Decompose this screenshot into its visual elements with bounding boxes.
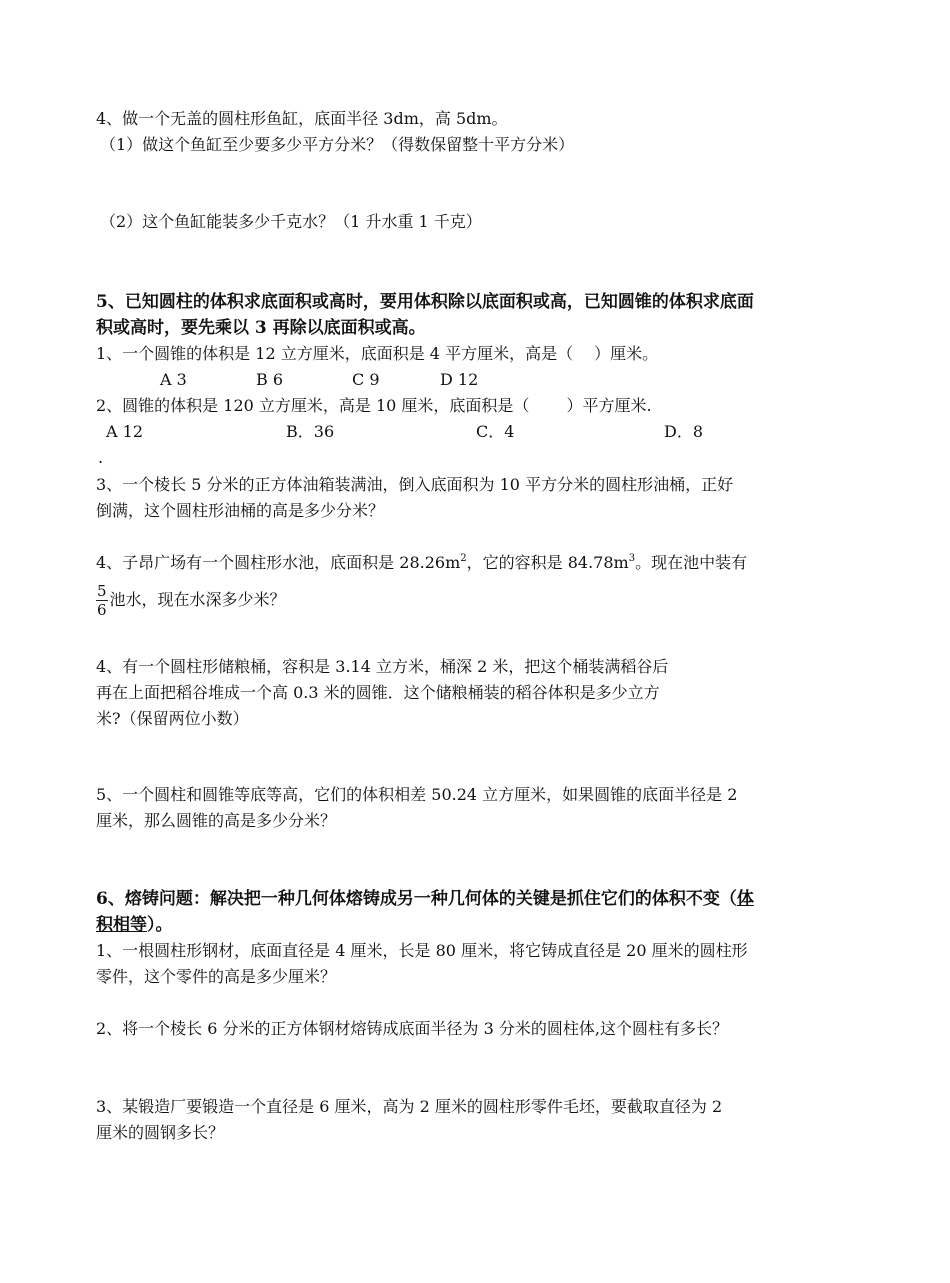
problem-4-part-2: （2）这个鱼缸能装多少千克水？（1 升水重 1 千克） bbox=[100, 212, 482, 231]
question-5-line-1: 5、一个圆柱和圆锥等底等高，它们的体积相差 50.24 立方厘米，如果圆锥的底面半径是 2 bbox=[96, 785, 738, 804]
question-1: 1、一个圆锥的体积是 12 立方厘米，底面积是 4 平方厘米，高是（ ）厘米。 bbox=[96, 344, 659, 363]
question-2-option-c: C．4 bbox=[476, 422, 515, 441]
question-1-option-d: D 12 bbox=[440, 370, 479, 389]
casting-question-3-line-2: 厘米的圆钢多长？ bbox=[96, 1123, 225, 1142]
question-5-line-2: 厘米，那么圆锥的高是多少分米？ bbox=[96, 811, 337, 830]
section-6-title-end: ）。 bbox=[147, 915, 173, 935]
question-3-line-2: 倒满，这个圆柱形油桶的高是多少分米？ bbox=[96, 501, 385, 520]
question-2-option-d: D．8 bbox=[664, 422, 704, 441]
fraction-denominator: 6 bbox=[97, 601, 107, 619]
section-5-title-line-2: 积或高时，要先乘以 3 再除以底面积或高。 bbox=[96, 318, 426, 338]
squared-superscript: 2 bbox=[460, 553, 467, 564]
casting-question-3-line-1: 3、某锻造厂要锻造一个直径是 6 厘米，高为 2 厘米的圆柱形零件毛坯，要截取直径为 2 bbox=[96, 1097, 723, 1116]
fraction-five-sixths bbox=[96, 582, 108, 619]
question-4b-line-1: 4、有一个圆柱形储粮桶，容积是 3.14 立方米，桶深 2 米，把这个桶装满稻谷后 bbox=[96, 657, 669, 676]
question-1-option-c: C 9 bbox=[352, 370, 380, 389]
question-2: 2、圆锥的体积是 120 立方厘米，高是 10 厘米，底面积是（ ）平方厘米. bbox=[96, 396, 652, 415]
stray-dot: . bbox=[98, 448, 104, 467]
casting-question-1-line-1: 1、一根圆柱形钢材，底面直径是 4 厘米，长是 80 厘米，将它铸成直径是 20 厘米的圆柱形 bbox=[96, 941, 748, 960]
question-4-line-1 bbox=[96, 550, 747, 576]
section-5-title-line-1: 5、已知圆柱的体积求底面积或高时，要用体积除以底面积或高，已知圆锥的体积求底面 bbox=[96, 292, 754, 312]
question-4-text-d: 池水，现在水深多少米？ bbox=[109, 590, 286, 609]
section-6-underlined-a: 体 bbox=[736, 889, 754, 909]
problem-4-fish-tank: 4、做一个无盖的圆柱形鱼缸，底面半径 3dm，高 5dm。 bbox=[96, 109, 508, 128]
casting-question-1-line-2: 零件，这个零件的高是多少厘米？ bbox=[96, 967, 337, 986]
problem-4-part-1: （1）做这个鱼缸至少要多少平方分米？（得数保留整十平方分米） bbox=[100, 135, 575, 154]
question-3-line-1: 3、一个棱长 5 分米的正方体油箱装满油，倒入底面积为 10 平方分米的圆柱形油桶，正好 bbox=[96, 475, 734, 494]
question-4-line-2 bbox=[96, 578, 286, 622]
question-4-text-a: 4、子昂广场有一个圆柱形水池，底面积是 28.26m bbox=[96, 553, 461, 572]
fraction-numerator: 5 bbox=[97, 582, 107, 600]
question-4-text-c: 。现在池中装有 bbox=[635, 553, 748, 572]
section-6-underlined-b: 积相等 bbox=[96, 915, 147, 935]
question-4-text-b: ，它的容积是 84.78m bbox=[466, 553, 629, 572]
question-4b-line-3: 米?（保留两位小数） bbox=[96, 709, 249, 728]
question-4b-line-2: 再在上面把稻谷堆成一个高 0.3 米的圆锥．这个储粮桶装的稻谷体积是多少立方 bbox=[96, 683, 660, 702]
casting-question-2: 2、将一个棱长 6 分米的正方体钢材熔铸成底面半径为 3 分米的圆柱体,这个圆柱有多长？ bbox=[96, 1019, 728, 1038]
question-1-option-b: B 6 bbox=[256, 370, 284, 389]
section-6-title-line-1 bbox=[96, 886, 754, 912]
question-2-option-b: B．36 bbox=[286, 422, 335, 441]
cubed-superscript: 3 bbox=[628, 553, 636, 564]
section-6-title-text: 6、熔铸问题：解决把一种几何体熔铸成另一种几何体的关键是抓住它们的体积不变（ bbox=[96, 889, 737, 909]
question-2-option-a: A 12 bbox=[106, 422, 143, 441]
section-6-title-line-2 bbox=[96, 912, 173, 938]
question-1-option-a: A 3 bbox=[160, 370, 187, 389]
